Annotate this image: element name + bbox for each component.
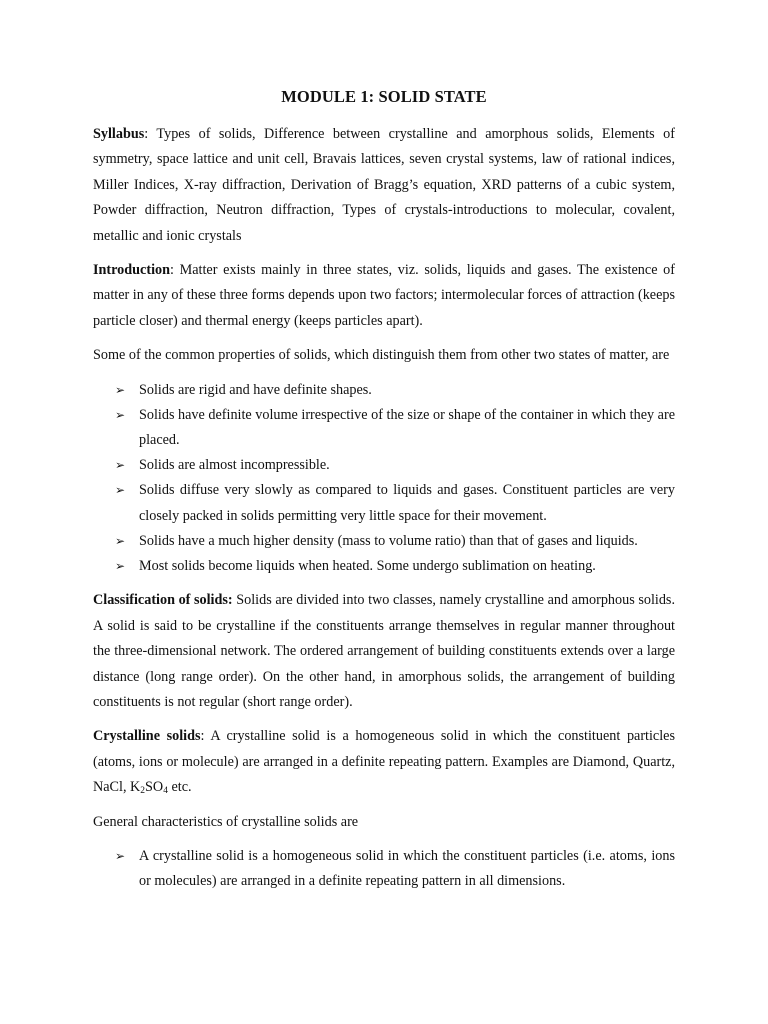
document-page — [93, 86, 675, 903]
list-item — [115, 403, 675, 453]
arrow-bullet-icon: ➢ — [115, 407, 126, 422]
crystalline-text-end: etc. — [167, 779, 192, 796]
formula-text: SO — [145, 779, 164, 796]
classification-label: Classification of solids: — [93, 592, 233, 609]
arrow-bullet-icon: ➢ — [115, 533, 126, 548]
syllabus-paragraph — [93, 122, 675, 249]
arrow-bullet-icon: ➢ — [115, 382, 126, 397]
general-characteristics-intro: General characteristics of crystalline solids are — [93, 813, 359, 830]
list-item — [115, 378, 675, 403]
arrow-bullet-icon: ➢ — [115, 848, 126, 863]
list-item-text: Solids have a much higher density (mass to volume ratio) than that of gases and liquids. — [139, 532, 638, 549]
classification-paragraph — [93, 588, 675, 715]
list-item-text: Solids diffuse very slowly as compared to liquids and gases. Constituent particles are very closely packed in solids permitting very little space for their movement. — [139, 482, 675, 524]
arrow-bullet-icon: ➢ — [115, 458, 126, 473]
formula-subscript: 4 — [163, 786, 168, 797]
list-item-text: Most solids become liquids when heated. Some undergo sublimation on heating. — [139, 558, 596, 575]
list-item — [115, 478, 675, 528]
list-item-text: Solids are almost incompressible. — [139, 457, 330, 474]
arrow-bullet-icon: ➢ — [115, 559, 126, 574]
crystalline-text: : A crystalline solid is a homogeneous solid in which the constituent particles (atoms, ions or molecule) are arranged in a definite repeating pattern. Examples are Diamond, Quartz, NaCl, K — [93, 728, 675, 796]
arrow-bullet-icon: ➢ — [115, 483, 126, 498]
introduction-text: : Matter exists mainly in three states, viz. solids, liquids and gases. The existence of matter in any of these three forms depends upon two factors; intermolecular forces of attraction (keeps particle closer) and thermal energy (keeps particles apart). — [93, 262, 675, 329]
properties-intro-paragraph: Some of the common properties of solids, which distinguish them from other two states of matter, are — [93, 347, 670, 364]
formula-subscript: 2 — [140, 786, 146, 797]
list-item-text: Solids are rigid and have definite shapes. — [139, 381, 372, 398]
introduction-paragraph — [93, 258, 675, 334]
page-title: MODULE 1: SOLID STATE — [281, 87, 487, 106]
syllabus-label: Syllabus — [93, 126, 145, 142]
characteristics-list — [93, 844, 675, 894]
list-item-text: Solids have definite volume irrespective of the size or shape of the container in which they are placed. — [139, 406, 675, 449]
list-item — [115, 453, 675, 478]
properties-list — [93, 378, 675, 580]
list-item-text: A crystalline solid is a homogeneous solid in which the constituent particles (i.e. atoms, ions or molecules) are arranged in a definite repeating pattern in all dimensions. — [139, 847, 675, 890]
classification-text: Solids are divided into two classes, namely crystalline and amorphous solids. A solid is said to be crystalline if the constituents arrange themselves in regular manner throughout the three-dimensional network. The ordered arrangement of building constituents extends over a large distance (long range order). On the other hand, in amorphous solids, the arrangement of building constituents is not regular (short range order). — [93, 592, 675, 710]
list-item — [115, 554, 675, 579]
introduction-label: Introduction — [93, 262, 170, 279]
crystalline-label: Crystalline solids — [93, 728, 201, 745]
crystalline-paragraph — [93, 724, 675, 800]
syllabus-text: : Types of solids, Difference between crystalline and amorphous solids, Elements of symmetry, space lattice and unit cell, Bravais lattices, seven crystal systems, law of rational indices, Miller Indices, X-ray diffraction, Derivation of Bragg’s equation, XRD patterns of a cubic system, Powder diffraction, Neutron diffraction, Types of crystals-introductions to molecular, covalent, metallic and ionic crystals — [93, 126, 675, 244]
list-item — [115, 844, 675, 894]
list-item — [115, 529, 675, 554]
